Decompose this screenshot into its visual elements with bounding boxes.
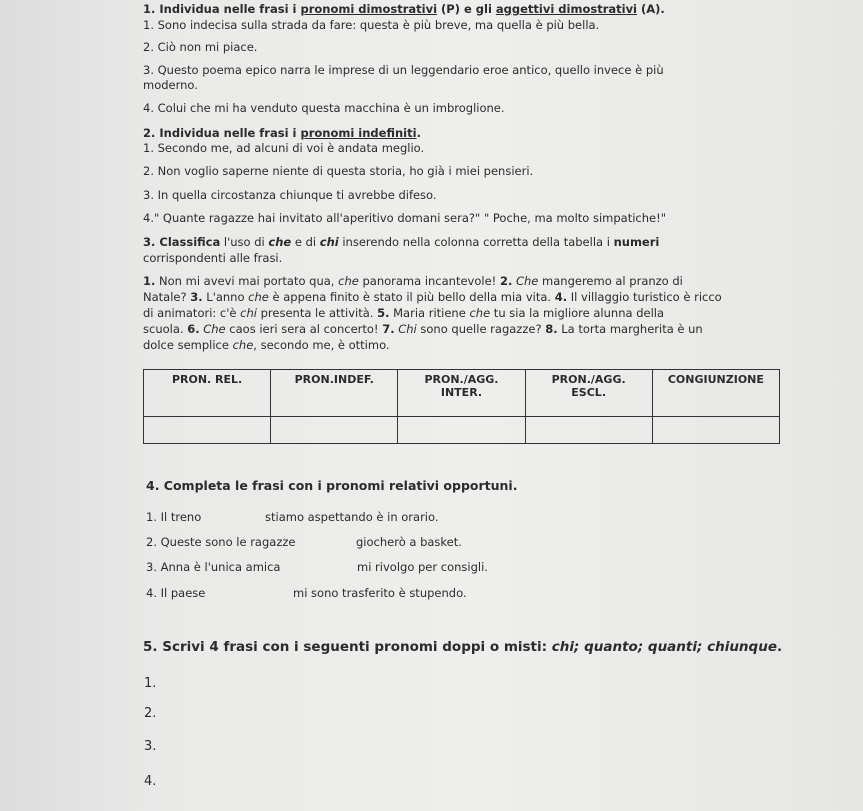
exercise-4-item-a: 1. Il treno xyxy=(146,510,202,524)
table-cell[interactable] xyxy=(525,417,652,444)
exercise-4-item-b: giocherò a basket. xyxy=(356,535,462,549)
table-header: PRON. REL. xyxy=(144,370,271,417)
answer-number: 4. xyxy=(144,774,157,789)
exercise-2-item: 3. In quella circostanza chiunque ti avrebbe difeso. xyxy=(143,188,437,202)
exercise-5-title: 5. Scrivi 4 frasi con i seguenti pronomi doppi o misti: chi; quanto; quanti; chiunque. xyxy=(143,639,783,655)
exercise-4-item-b: stiamo aspettando è in orario. xyxy=(265,510,439,524)
exercise-4-title: 4. Completa le frasi con i pronomi relativi opportuni. xyxy=(146,478,518,493)
exercise-3-paragraph-line: di animatori: c'è chi presenta le attività. 5. Maria ritiene che tu sia la migliore alunna della xyxy=(143,306,665,320)
classification-table xyxy=(143,369,780,444)
exercise-2-item: 1. Secondo me, ad alcuni di voi è andata meglio. xyxy=(143,141,425,155)
table-cell[interactable] xyxy=(271,417,398,444)
exercise-3-title: 3. Classifica l'uso di che e di chi inserendo nella colonna corretta della tabella i numeri xyxy=(143,235,660,249)
exercise-4-item-b: mi rivolgo per consigli. xyxy=(357,560,488,574)
exercise-4-item-a: 4. Il paese xyxy=(146,586,206,600)
table-header: PRON.INDEF. xyxy=(271,370,398,417)
table-cell[interactable] xyxy=(398,417,525,444)
exercise-1-item: 2. Ciò non mi piace. xyxy=(143,40,258,54)
exercise-1-item: 4. Colui che mi ha venduto questa macchina è un imbroglione. xyxy=(143,101,505,115)
exercise-3-paragraph-line: scuola. 6. Che caos ieri sera al concerto! 7. Chi sono quelle ragazze? 8. La torta margherita è un xyxy=(143,322,703,336)
exercise-1-item: 1. Sono indecisa sulla strada da fare: questa è più breve, ma quella è più bella. xyxy=(143,18,600,32)
exercise-3-paragraph-line: Natale? 3. L'anno che è appena finito è stato il più bello della mia vita. 4. Il villaggio turistico è ricco xyxy=(143,290,722,304)
table-header: CONGIUNZIONE xyxy=(652,370,779,417)
answer-number: 2. xyxy=(144,706,157,721)
exercise-1-title: 1. Individua nelle frasi i pronomi dimostrativi (P) e gli aggettivi dimostrativi (A). xyxy=(143,2,665,16)
exercise-3-title-cont: corrispondenti alle frasi. xyxy=(143,251,283,265)
exercise-2-item: 4." Quante ragazze hai invitato all'aperitivo domani sera?" " Poche, ma molto simpatiche!" xyxy=(143,211,667,225)
table-cell[interactable] xyxy=(652,417,779,444)
table-header: PRON./AGG. ESCL. xyxy=(525,370,652,417)
exercise-4-item-b: mi sono trasferito è stupendo. xyxy=(293,586,467,600)
table-cell[interactable] xyxy=(144,417,271,444)
table-header: PRON./AGG. INTER. xyxy=(398,370,525,417)
exercise-2-item: 2. Non voglio saperne niente di questa storia, ho già i miei pensieri. xyxy=(143,164,534,178)
answer-number: 1. xyxy=(144,676,157,691)
exercise-4-item-a: 3. Anna è l'unica amica xyxy=(146,560,281,574)
exercise-2-title: 2. Individua nelle frasi i pronomi indefiniti. xyxy=(143,126,421,140)
exercise-1-item: 3. Questo poema epico narra le imprese di un leggendario eroe antico, quello invece è più xyxy=(143,63,664,77)
exercise-4-item-a: 2. Queste sono le ragazze xyxy=(146,535,296,549)
answer-number: 3. xyxy=(144,739,157,754)
exercise-3-paragraph-line: dolce semplice che, secondo me, è ottimo. xyxy=(143,338,390,352)
exercise-1-item: moderno. xyxy=(143,78,198,92)
exercise-3-paragraph-line: 1. Non mi avevi mai portato qua, che panorama incantevole! 2. Che mangeremo al pranzo di xyxy=(143,274,683,288)
